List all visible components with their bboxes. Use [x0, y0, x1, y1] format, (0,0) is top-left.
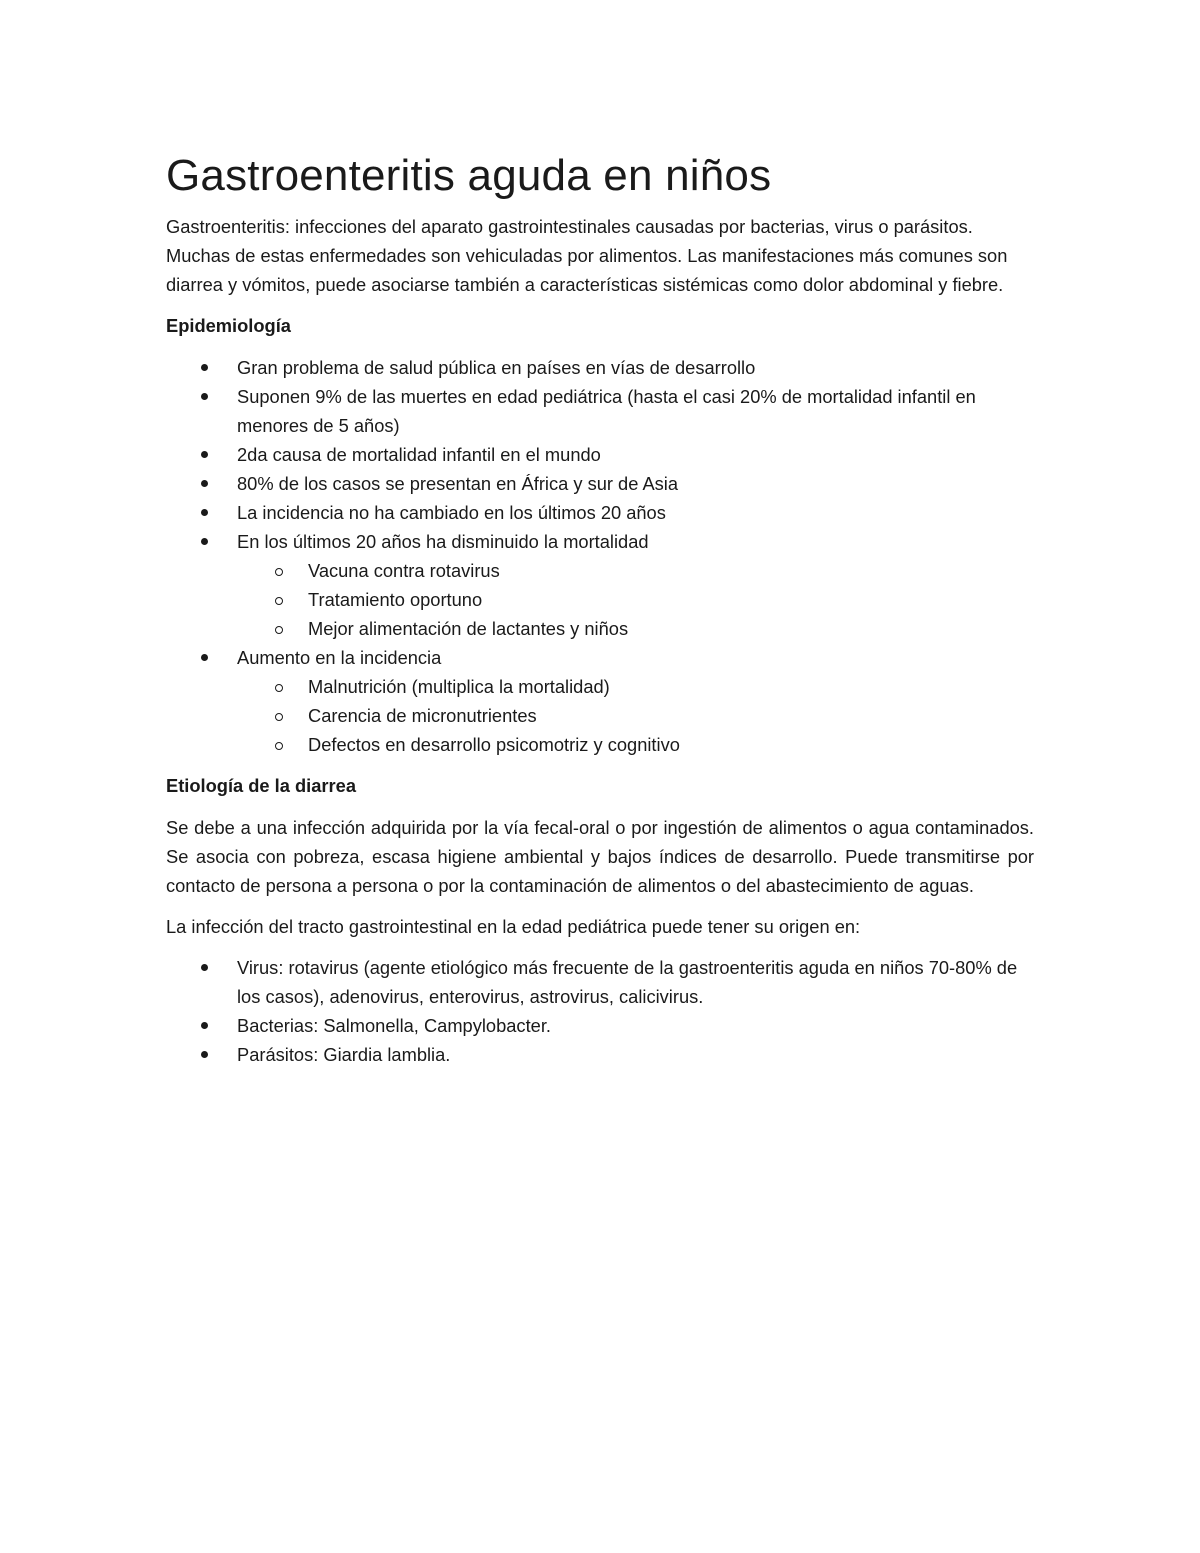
bullet-icon: [201, 393, 208, 400]
intro-paragraph: Gastroenteritis: infecciones del aparato gastrointestinales causadas por bacterias, virus o parásitos. Muchas de estas enfermedades son vehiculadas por alimentos. Las manifestaciones más comunes son diarrea y vómitos, puede asociarse también a características sistémicas como dolor abdominal y fiebre.: [166, 216, 1008, 295]
sublist-item: [237, 614, 1034, 643]
list-item-text: Suponen 9% de las muertes en edad pediátrica (hasta el casi 20% de mortalidad infantil en menores de 5 años): [237, 386, 976, 436]
etiology-paragraph: Se debe a una infección adquirida por la vía fecal-oral o por ingestión de alimentos o agua contaminados. Se asocia con pobreza, escasa higiene ambiental y bajos índices de desarrollo. Puede transmitirse por contacto de persona a persona o por la contaminación de alimentos o del abastecimiento de aguas.: [166, 817, 1034, 896]
list-item: [166, 353, 1034, 382]
sublist-item-text: Carencia de micronutrientes: [308, 705, 537, 726]
list-item: [166, 382, 1034, 440]
circle-bullet-icon: [275, 742, 283, 750]
bullet-icon: [201, 451, 208, 458]
circle-bullet-icon: [275, 597, 283, 605]
list-item-text: Virus: rotavirus (agente etiológico más frecuente de la gastroenteritis aguda en niños 70-80% de los casos), adenovirus, enterovirus, astrovirus, calicivirus.: [237, 957, 1018, 1007]
sublist-item-text: Vacuna contra rotavirus: [308, 560, 500, 581]
list-item: [166, 440, 1034, 469]
list-item-text: 80% de los casos se presentan en África y sur de Asia: [237, 473, 679, 494]
list-item-text: Bacterias: Salmonella, Campylobacter.: [237, 1015, 551, 1036]
circle-bullet-icon: [275, 568, 283, 576]
sublist-item-text: Tratamiento oportuno: [308, 589, 483, 610]
document-title: Gastroenteritis aguda en niños: [166, 151, 772, 200]
mortality-sublist: [237, 556, 1034, 643]
origin-paragraph: La infección del tracto gastrointestinal en la edad pediátrica puede tener su origen en:: [166, 916, 861, 937]
list-item: [166, 498, 1034, 527]
list-item-text: 2da causa de mortalidad infantil en el mundo: [237, 444, 601, 465]
sublist-item: [237, 730, 1034, 759]
list-item-text: Parásitos: Giardia lamblia.: [237, 1044, 451, 1065]
sublist-item: [237, 556, 1034, 585]
circle-bullet-icon: [275, 684, 283, 692]
etiology-list: [166, 953, 1034, 1069]
circle-bullet-icon: [275, 626, 283, 634]
bullet-icon: [201, 480, 208, 487]
bullet-icon: [201, 509, 208, 516]
sublist-item: [237, 701, 1034, 730]
list-item: [166, 1011, 1034, 1040]
list-item-text: Aumento en la incidencia: [237, 647, 442, 668]
document-page: [166, 140, 1034, 1081]
sublist-item-text: Malnutrición (multiplica la mortalidad): [308, 676, 610, 697]
bullet-icon: [201, 1022, 208, 1029]
incidence-sublist: [237, 672, 1034, 759]
epidemiology-list: [166, 353, 1034, 759]
sublist-item-text: Defectos en desarrollo psicomotriz y cognitivo: [308, 734, 680, 755]
etiology-heading: Etiología de la diarrea: [166, 775, 356, 796]
bullet-icon: [201, 538, 208, 545]
bullet-icon: [201, 1051, 208, 1058]
list-item: [166, 643, 1034, 759]
list-item: [166, 469, 1034, 498]
list-item-text: La incidencia no ha cambiado en los últimos 20 años: [237, 502, 666, 523]
sublist-item-text: Mejor alimentación de lactantes y niños: [308, 618, 629, 639]
list-item-text: Gran problema de salud pública en países en vías de desarrollo: [237, 357, 756, 378]
list-item: [166, 953, 1034, 1011]
list-item: [166, 1040, 1034, 1069]
list-item-text: En los últimos 20 años ha disminuido la mortalidad: [237, 531, 649, 552]
bullet-icon: [201, 654, 208, 661]
sublist-item: [237, 672, 1034, 701]
epidemiology-heading: Epidemiología: [166, 315, 291, 336]
sublist-item: [237, 585, 1034, 614]
bullet-icon: [201, 364, 208, 371]
circle-bullet-icon: [275, 713, 283, 721]
list-item: [166, 527, 1034, 643]
bullet-icon: [201, 964, 208, 971]
